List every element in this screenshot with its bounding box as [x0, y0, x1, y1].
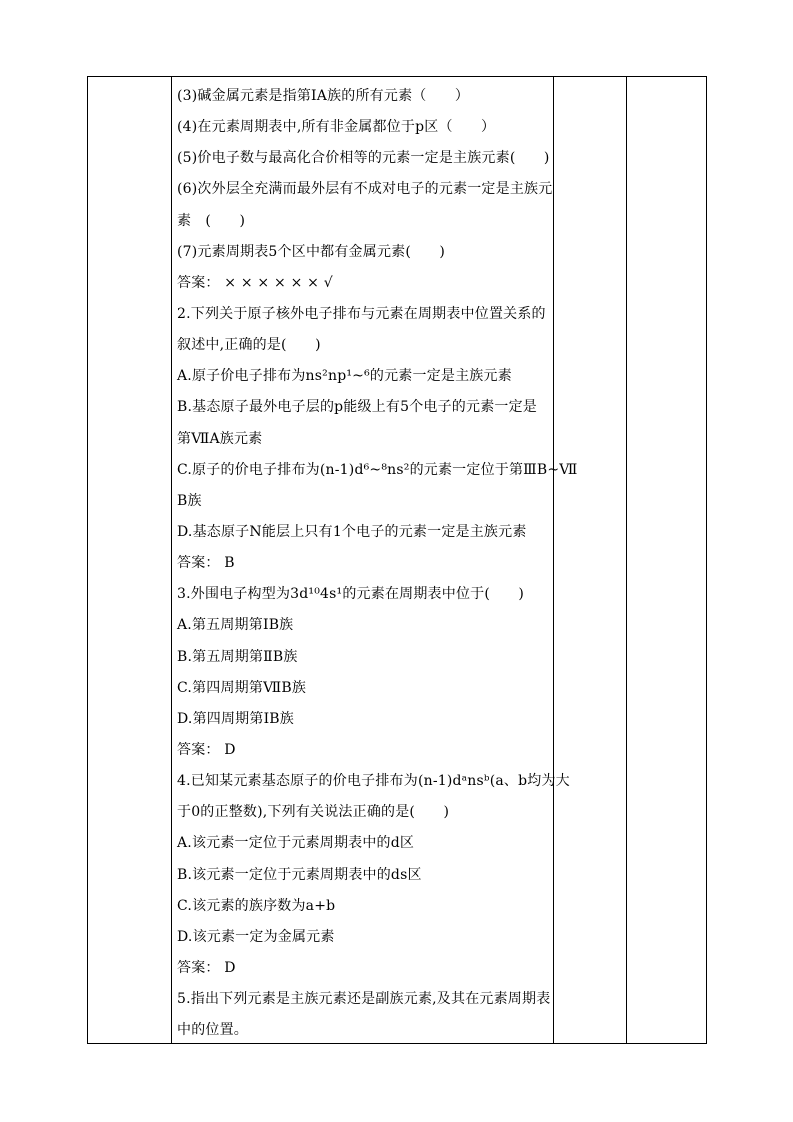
option-a: A.原子价电子排布为ns²np¹~⁶的元素一定是主族元素 — [177, 368, 512, 385]
option-d: D.第四周期第ⅠB族 — [177, 710, 294, 727]
answer-line: 答案： × × × × × × √ — [177, 274, 333, 291]
answer-line: 答案： D — [177, 741, 236, 758]
option-c: C.原子的价电子排布为(n-1)d⁶~⁸ns²的元素一定位于第ⅢB~Ⅶ — [177, 461, 578, 478]
text-line: 第ⅦA族元素 — [177, 430, 263, 447]
text-line: (7)元素周期表5个区中都有金属元素( ) — [177, 243, 446, 260]
text-line: 中的位置。 — [177, 1022, 248, 1039]
answer-line: 答案： D — [177, 959, 236, 976]
text-line: (6)次外层全充满而最外层有不成对电子的元素一定是主族元 — [177, 181, 553, 198]
option-d: D.该元素一定为金属元素 — [177, 928, 335, 945]
option-c: C.该元素的族序数为a+b — [177, 897, 336, 914]
option-d: D.基态原子N能层上只有1个电子的元素一定是主族元素 — [177, 523, 527, 540]
text-line: (3)碱金属元素是指第ⅠA族的所有元素（ ） — [177, 88, 470, 104]
text-line: B族 — [177, 492, 202, 509]
column-divider-3 — [626, 77, 627, 1043]
content-table — [87, 76, 707, 1044]
column-divider-1 — [171, 77, 172, 1043]
question-text-cell — [177, 81, 578, 1046]
option-a: A.第五周期第ⅠB族 — [177, 617, 294, 634]
question-3-stem: 3.外围电子构型为3d¹⁰4s¹的元素在周期表中位于( ) — [177, 586, 525, 603]
text-line: 叙述中,正确的是( ) — [177, 337, 321, 354]
option-c: C.第四周期第ⅦB族 — [177, 679, 307, 696]
option-b: B.基态原子最外电子层的p能级上有5个电子的元素一定是 — [177, 399, 538, 416]
option-b: B.第五周期第ⅡB族 — [177, 648, 298, 665]
question-4-stem: 4.已知某元素基态原子的价电子排布为(n-1)dᵃnsᵇ(a、b均为大 — [177, 773, 570, 790]
option-b: B.该元素一定位于元素周期表中的ds区 — [177, 866, 422, 883]
answer-line: 答案： B — [177, 555, 235, 572]
question-5-stem: 5.指出下列元素是主族元素还是副族元素,及其在元素周期表 — [177, 991, 551, 1008]
text-line: (4)在元素周期表中,所有非金属都位于p区（ ） — [177, 119, 496, 136]
text-line: 于0的正整数),下列有关说法正确的是( ) — [177, 804, 450, 821]
option-a: A.该元素一定位于元素周期表中的d区 — [177, 835, 415, 852]
question-2-stem: 2.下列关于原子核外电子排布与元素在周期表中位置关系的 — [177, 305, 546, 322]
text-line: (5)价电子数与最高化合价相等的元素一定是主族元素( ) — [177, 150, 550, 167]
text-line: 素 ( ) — [177, 212, 246, 229]
